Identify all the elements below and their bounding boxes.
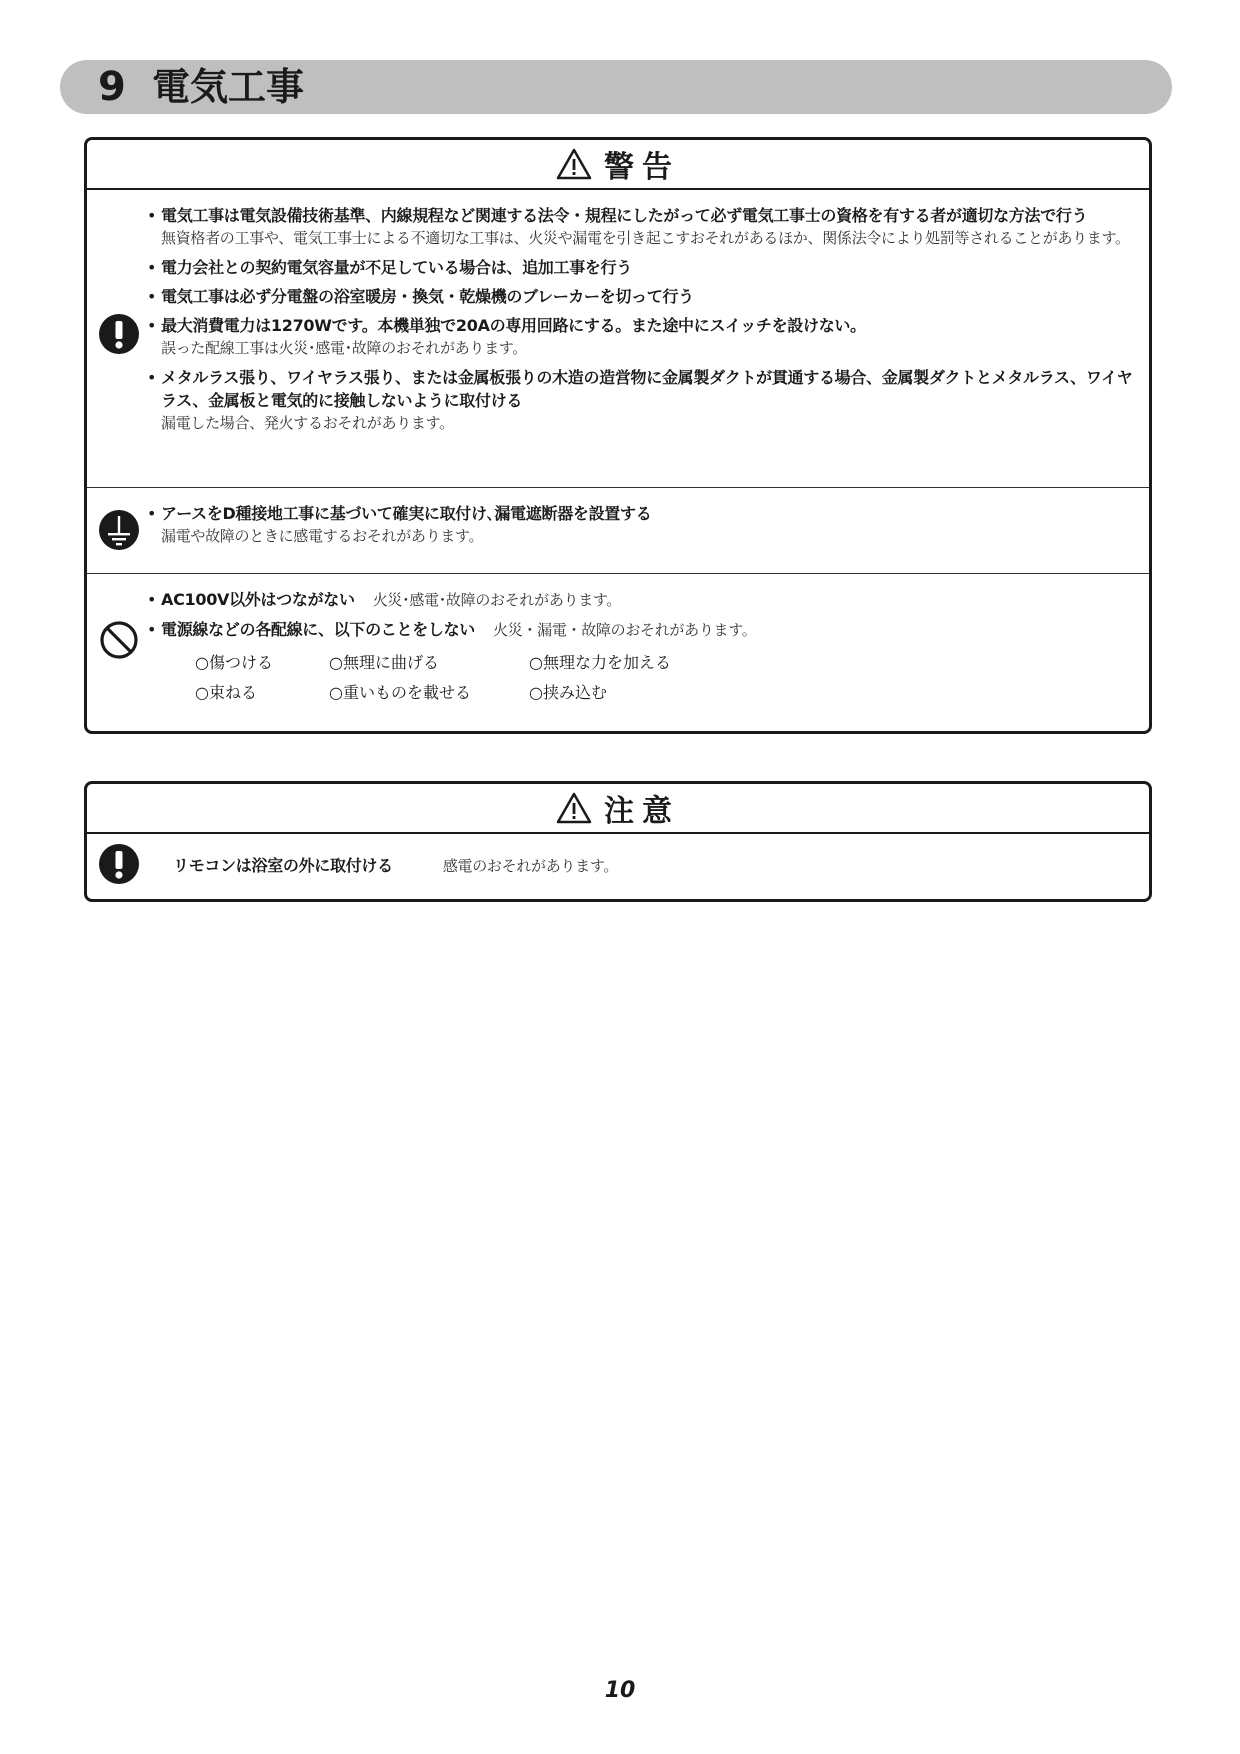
list-item [147,314,1139,360]
warning-item-note: 誤った配線工事は火災･感電･故障のおそれがあります。 [161,339,528,357]
warning-item-head: • 電力会社との契約電気容量が不足している場合は、追加工事を行う [161,258,633,277]
prohibited-action: ○傷つける [195,653,273,672]
section-header [60,60,1172,114]
list-item [147,618,1139,642]
warning-item-head-text: AC100V以外はつながない [161,590,355,609]
section-title: 電気工事 [152,65,305,109]
prohibited-action: ○束ねる [195,683,257,702]
list-item [147,366,1139,435]
caution-title-bar [87,784,1149,834]
warning-item-head: • 電気工事は電気設備技術基準、内線規程など関連する法令・規程にしたがって必ず電気工事士の資格を有する者が適切な方法で行う [161,206,1088,225]
prohibited-action: ○挟み込む [529,683,607,702]
caution-note: 感電のおそれがあります。 [442,857,619,875]
caution-block [87,834,1149,899]
warning-block-mandatory [87,190,1149,488]
list-item [147,285,1139,308]
warning-title: 警告 [604,150,680,185]
warning-triangle-icon [556,792,592,824]
warning-block-prohibition [87,574,1149,704]
prohibition-icon [99,620,139,660]
prohibited-actions-grid [195,652,1139,704]
ground-icon [99,510,139,550]
warning-item-note: 無資格者の工事や、電気工事士による不適切な工事は、火災や漏電を引き起こすおそれがあるほか、関係法令により処罰等されることがあります。 [161,229,1130,247]
warning-box [84,137,1152,734]
list-item [147,588,1139,612]
prohibited-action: ○無理に曲げる [329,653,439,672]
warning-item-head: • アースをD種接地工事に基づいて確実に取付け､漏電遮断器を設置する [161,504,652,523]
warning-item-note: 漏電や故障のときに感電するおそれがあります。 [161,527,484,545]
warning-item-head: • 電気工事は必ず分電盤の浴室暖房・換気・乾燥機のブレーカーを切って行う [161,287,694,306]
warning-title-bar [87,140,1149,190]
page-number: 10 [604,1678,636,1703]
warning-item-head [161,618,1139,642]
warning-item-head [161,588,1139,612]
mandatory-exclamation-icon [99,844,139,884]
caution-head: リモコンは浴室の外に取付ける [173,856,393,875]
warning-triangle-icon [556,148,592,180]
caution-box [84,781,1152,902]
warning-item-head: • 最大消費電力は1270Wです。本機単独で20Aの専用回路にする。また途中にスイッチを設けない。 [161,316,866,335]
warning-item-head-text: 電源線などの各配線に、以下のことをしない [161,620,476,639]
caution-title: 注意 [604,794,680,829]
mandatory-exclamation-icon [99,314,139,354]
warning-item-note: 火災・漏電・故障のおそれがあります。 [493,621,757,639]
warning-item-note: 漏電した場合、発火するおそれがあります。 [161,414,454,432]
warning-block-ground [87,488,1149,574]
prohibited-action: ○無理な力を加える [529,653,671,672]
warning-item-note: 火災･感電･故障のおそれがあります。 [372,591,622,609]
list-item [147,502,1139,548]
prohibited-action: ○重いものを載せる [329,683,471,702]
list-item [147,204,1139,250]
section-number: 9 [98,64,126,110]
warning-item-head: • メタルラス張り、ワイヤラス張り、または金属板張りの木造の造営物に金属製ダクトが貫通する場合、金属製ダクトとメタルラス、ワイヤラス、金属板と電気的に接触しないように取付ける [161,368,1133,410]
list-item [147,256,1139,279]
